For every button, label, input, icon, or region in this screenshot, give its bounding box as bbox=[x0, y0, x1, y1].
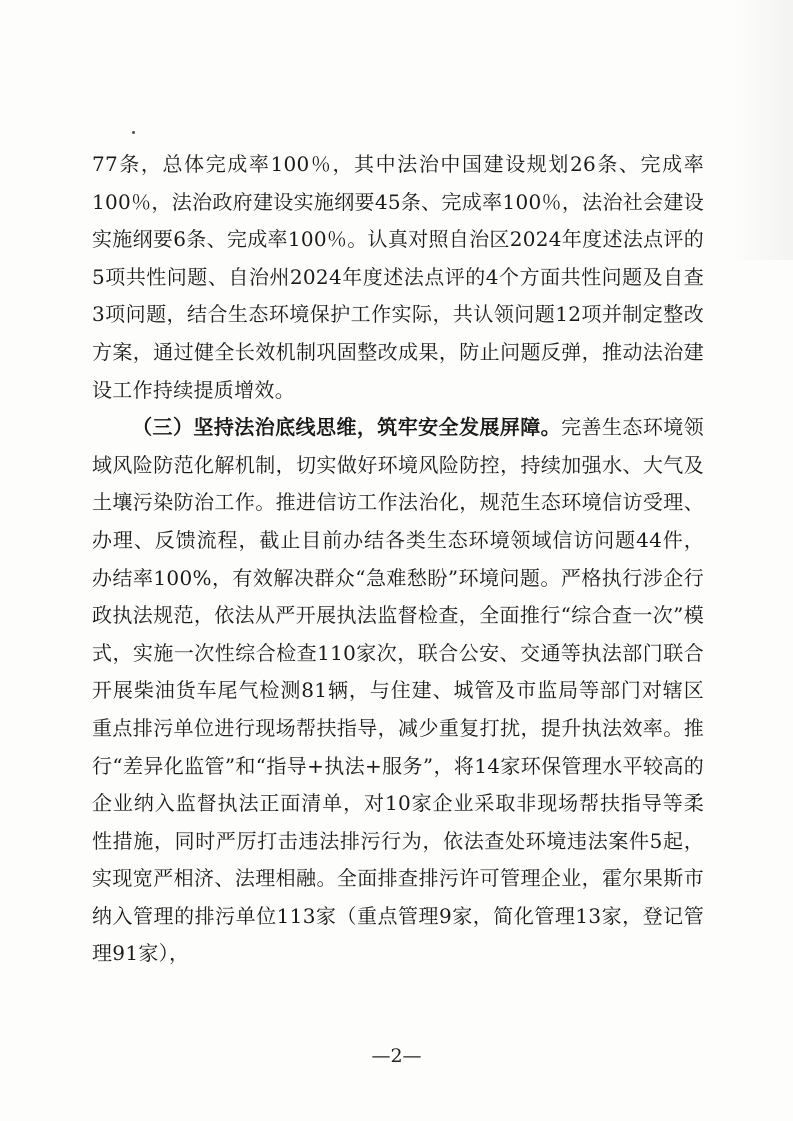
paragraph-2 bbox=[92, 409, 704, 973]
scan-speck bbox=[132, 131, 135, 134]
paragraph-2-text: 完善生态环境领域风险防范化解机制，切实做好环境风险防控，持续加强水、大气及土壤污染防治工作。推进信访工作法治化，规范生态环境信访受理、办理、反馈流程，截止目前办结各类生态环境领域信访问题44件，办结率100%，有效解决群众“急难愁盼”环境问题。严格执行涉企行政执法规范，依法从严开展执法监督检查，全面推行“综合查一次”模式，实施一次性综合检查110家次，联合公安、交通等执法部门联合开展柴油货车尾气检测81辆，与住建、城管及市监局等部门对辖区重点排污单位进行现场帮扶指导，减少重复打扰，提升执法效率。推行“差异化监管”和“指导+执法+服务”，将14家环保管理水平较高的企业纳入监督执法正面清单，对10家企业采取非现场帮扶指导等柔性措施，同时严厉打击违法排污行为，依法查处环境违法案件5起，实现宽严相济、法理相融。全面排查排污许可管理企业，霍尔果斯市纳入管理的排污单位113家（重点管理9家，简化管理13家，登记管理91家）， bbox=[92, 415, 704, 966]
scan-edge-shading bbox=[733, 0, 793, 260]
section-heading: （三）坚持法治底线思维，筑牢安全发展屏障。 bbox=[132, 415, 562, 440]
paragraph-1: 77条，总体完成率100％，其中法治中国建设规划26条、完成率100％，法治政府建设实施纲要45条、完成率100％，法治社会建设实施纲要6条、完成率100％。认真对照自治区2024年度述法点评的5项共性问题、自治州2024年度述法点评的4个方面共性问题及自查3项问题，结合生态环境保护工作实际，共认领问题12项并制定整改方案，通过健全长效机制巩固整改成果，防止问题反弹，推动法治建设工作持续提质增效。 bbox=[92, 152, 704, 402]
body-text bbox=[92, 146, 704, 973]
page-number: —2— bbox=[371, 1045, 422, 1067]
